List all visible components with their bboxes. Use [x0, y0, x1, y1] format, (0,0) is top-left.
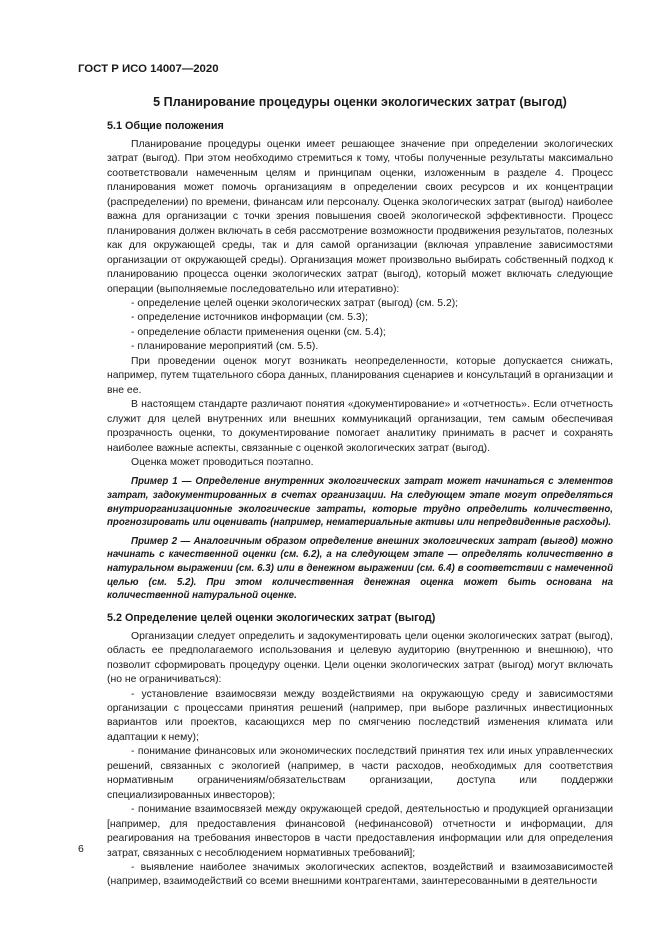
section-5-title: 5 Планирование процедуры оценки экологических затрат (выгод)	[153, 95, 567, 109]
document-header: ГОСТ Р ИСО 14007—2020	[78, 63, 219, 75]
paragraph: Оценка может проводиться поэтапно.	[131, 456, 314, 468]
subsection-5-2-title: 5.2 Определение целей оценки экологических затрат (выгод)	[107, 611, 436, 624]
paragraph: Планирование процедуры оценки имеет решающее значение при определении экологических затрат (выгод). При этом необходимо стремиться к тому, чтобы полученные результаты максимально соответствовали намеченным целям и принципам оценки, изложенным в разделе 4. Процесс планирования может помочь организациям в определении своих ресурсов и их концентрации (распределении) по времени, финансам или персоналу. Оценка экологических затрат (выгод) наиболее важна для организации с точки зрения повышения своей экологической эффективности. Процесс планирования должен включать в себя рассмотрение возможности продвижения результатов, полезных как для окружающей среды, так и для самой организации (включая управление зависимостями организации от окружающей среды). Организация может произвольно выбирать собственный подход к планированию процесса оценки экологических затрат (выгод), который может включать следующие операции (выполняемые последовательно или итеративно):	[107, 139, 613, 295]
page-content	[107, 95, 613, 890]
subsection-5-1-title: 5.1 Общие положения	[107, 120, 224, 132]
paragraph: В настоящем стандарте различают понятия «документирование» и «отчетность». Если отчетность служит для целей внутренних или внешних коммуникаций организации, тем самым обеспечивая прозрачность оценки, то документирование помогает аналитику принимать в расчет и сохранять наиболее важные аспекты, связанные с оценкой экологических затрат (выгод).	[107, 399, 613, 454]
page-number: 6	[78, 843, 84, 855]
list-item: - понимание финансовых или экономических последствий принятия тех или иных управленческих решений, связанных с экологией (например, в части расходов, необходимых для соответствия нормативным ограничениям/обязательствам организации, доступа или поддержки специализированных инвесторов);	[107, 746, 613, 801]
list-item: - выявление наиболее значимых экологических аспектов, воздействий и взаимозависимостей (например, взаимодействий со всеми внешними контрагентами, заинтересованными в деятельности	[107, 862, 613, 888]
list-item: - определение целей оценки экологических затрат (выгод) (см. 5.2);	[131, 297, 459, 309]
example-1: Пример 1 — Определение внутренних экологических затрат может начинаться с элементов затрат, задокументированных в счетах организации. На следующем этапе могут определяться внутриорганизационные экологические затраты, которые трудно определить количественно, прогнозировать или оценивать (например, нематериальные активы или непредвиденные расходы).	[107, 476, 613, 529]
list-item: - планирование мероприятий (см. 5.5).	[131, 341, 319, 353]
list-item: - определение источников информации (см. 5.3);	[131, 312, 369, 324]
example-2: Пример 2 — Аналогичным образом определение внешних экологических затрат (выгод) можно начинать с качественной оценки (см. 6.2), а на следующем этапе — определять количественно в натуральном выражении (см. 6.3) или в денежном выражении (см. 6.4) в соответствии с намеченной целью (см. 5.2). При этом количественная денежная оценка может быть основана на количественной натуральной оценке.	[107, 535, 613, 602]
paragraph: Организации следует определить и задокументировать цели оценки экологических затрат (выгод), область ее предполагаемого использования и целевую аудиторию (внутреннюю и внешнюю), что позволит сформировать процедуру оценки. Цели оценки экологических затрат (выгод) могут включать (но не ограничиваться):	[107, 630, 613, 686]
list-item: - установление взаимосвязи между воздействиями на окружающую среду и зависимостями организации с процессами принятия решений (например, при выборе различных инвестиционных вариантов или проектов, касающихся мер по смягчению последствий изменения климата или адаптации к нему);	[107, 688, 613, 743]
paragraph: При проведении оценок могут возникать неопределенности, которые допускается снижать, например, путем тщательного сбора данных, планирования сценариев и консультаций в организации и вне ее.	[107, 355, 613, 396]
list-item: - понимание взаимосвязей между окружающей средой, деятельностью и продукцией организации [например, для предоставления финансовой (нефинансовой) отчетности и информации, для реагирования на требования инвесторов в части предоставления информации или для определения затрат, связанных с несоблюдением нормативных требований];	[107, 804, 613, 859]
list-item: - определение области применения оценки (см. 5.4);	[131, 326, 386, 338]
